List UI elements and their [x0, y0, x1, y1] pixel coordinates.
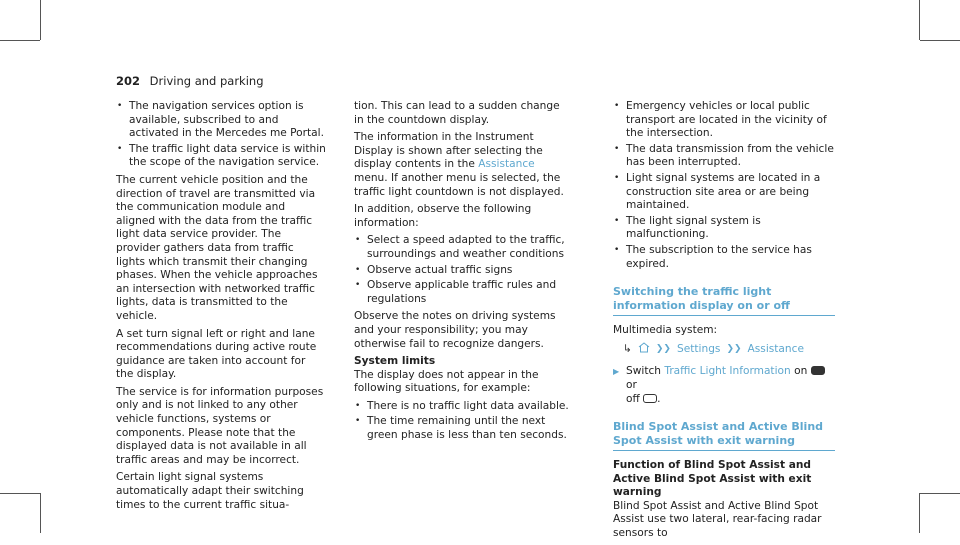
- system-limits-heading: System limits: [354, 355, 436, 368]
- multimedia-label: Multimedia system:: [613, 324, 718, 337]
- paragraph: [354, 131, 570, 199]
- text: off: [626, 392, 644, 405]
- list-item: • Light signal systems are located in a construction site area or are being maintained.: [613, 172, 835, 213]
- menu-path: [623, 342, 835, 358]
- section-heading-blind-spot: Blind Spot Assist and Active Blind Spot Assist with exit warning: [613, 420, 835, 451]
- action-step: ▶ Switch Traffic Light Information on or off .: [613, 365, 835, 406]
- function-heading: Function of Blind Spot Assist and Active Blind Spot Assist with exit warning: [613, 459, 812, 499]
- paragraph: A set turn signal left or right and lane recommendations during active route guidance are taken into account for the display.: [116, 327, 317, 381]
- paragraph: Observe the notes on driving systems and your responsibility; you may otherwise fail to recognize dangers.: [354, 310, 556, 350]
- text: menu. If another menu is selected, the traffic light countdown is not displayed.: [354, 171, 564, 198]
- toggle-off-icon: [643, 394, 657, 403]
- text: or: [626, 378, 637, 391]
- column-3: [613, 100, 835, 545]
- paragraph: Blind Spot Assist and Active Blind Spot Assist use two lateral, rear-facing radar sensors to: [613, 499, 822, 540]
- menu-path-settings[interactable]: Settings: [676, 342, 721, 355]
- toggle-on-icon: [811, 366, 825, 375]
- crop-mark: [0, 40, 40, 41]
- text: The information in the Instrument Display is shown after selecting the display contents in the: [354, 131, 543, 171]
- paragraph: In addition, observe the following information:: [354, 203, 532, 229]
- list-item: • Observe actual traffic signs: [354, 264, 570, 278]
- paragraph: The service is for information purposes only and is not linked to any other vehicle functions, systems or components. Please note that the displayed data is not available in all traffic areas and may be incorrect.: [116, 385, 324, 466]
- crop-mark: [40, 0, 41, 40]
- crop-mark: [919, 493, 920, 533]
- menu-path-assistance[interactable]: Assistance: [747, 342, 804, 355]
- return-arrow-icon: ↳: [623, 342, 632, 355]
- paragraph: Certain light signal systems automatically adapt their switching times to the current traffic situa-: [116, 471, 304, 511]
- paragraph: The display does not appear in the following situations, for example:: [354, 368, 539, 395]
- double-chevron-icon: ❯❯: [655, 343, 671, 354]
- list-item: • Observe applicable traffic rules and regulations: [354, 279, 570, 306]
- crop-mark: [920, 40, 960, 41]
- list-item: • The data transmission from the vehicle has been interrupted.: [613, 143, 835, 170]
- column-2: [354, 100, 570, 445]
- list-item: • The time remaining until the next green phase is less than ten seconds.: [354, 415, 570, 442]
- crop-mark: [0, 493, 40, 494]
- list-item: • The light signal system is malfunctioning.: [613, 215, 835, 242]
- home-icon[interactable]: [638, 342, 650, 358]
- crop-mark: [40, 493, 41, 533]
- list-item: • Emergency vehicles or local public transport are located in the vicinity of the intersection.: [613, 100, 835, 141]
- text: Switch: [626, 365, 665, 378]
- paragraph: The current vehicle position and the direction of travel are transmitted via the communication module and aligned with the data from the traffic light data service provider. The provider gathers data from traffic lights which transmit their changing phases. When the vehicle approaches an intersection with networked traffic lights, data is transmitted to the vehicle.: [116, 173, 318, 322]
- double-chevron-icon: ❯❯: [726, 343, 742, 354]
- column-1: [116, 100, 326, 516]
- crop-mark: [920, 493, 960, 494]
- chapter-title: Driving and parking: [149, 74, 264, 88]
- list-item: • Select a speed adapted to the traffic, surroundings and weather conditions: [354, 234, 570, 261]
- traffic-light-information-option[interactable]: Traffic Light Information: [664, 365, 791, 378]
- paragraph: tion. This can lead to a sudden change in the countdown display.: [354, 100, 560, 126]
- list-item: • There is no traffic light data available.: [354, 400, 570, 414]
- list-item: • The traffic light data service is within the scope of the navigation service.: [116, 143, 326, 170]
- list-item: • The navigation services option is available, subscribed to and activated in the Mercedes me Portal.: [116, 100, 326, 141]
- assistance-menu-link[interactable]: Assistance: [478, 158, 535, 171]
- list-item: • The subscription to the service has expired.: [613, 244, 835, 271]
- section-heading-traffic-light: Switching the traffic light information display on or off: [613, 285, 835, 316]
- text: on: [790, 365, 811, 378]
- page-number: 202: [116, 74, 141, 88]
- page-header: [116, 74, 264, 88]
- crop-mark: [919, 0, 920, 40]
